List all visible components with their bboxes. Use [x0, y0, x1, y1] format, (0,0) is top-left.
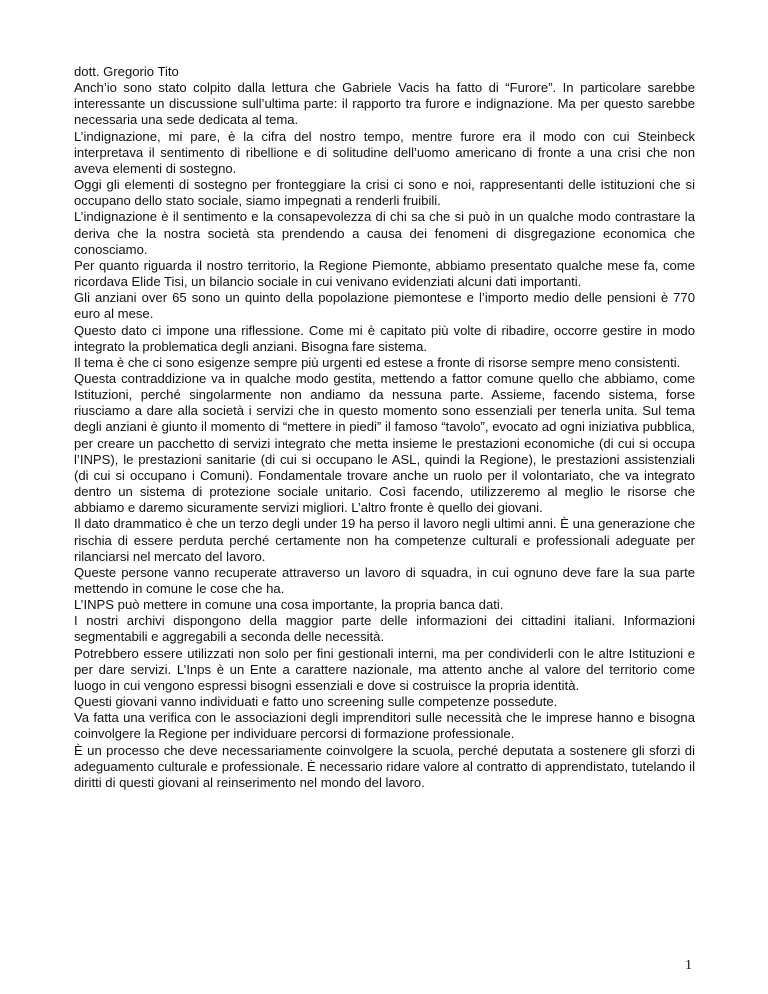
paragraph: Questi giovani vanno individuati e fatto uno screening sulle competenze possedute.	[74, 694, 558, 710]
paragraph: È un processo che deve necessariamente coinvolgere la scuola, perché deputata a sostenere gli sforzi di adeguamento culturale e professionale. È necessario ridare valore al contratto di apprendistato, tutelando il diritti di questi giovani al reinserimento nel mondo del lavoro.	[74, 742, 695, 790]
paragraph: L’indignazione è il sentimento e la consapevolezza di chi sa che si può in un qualche modo contrastare la deriva che la nostra società sta prendendo a causa dei fenomeni di disgregazione economica che conosciamo.	[74, 209, 695, 257]
paragraph: Potrebbero essere utilizzati non solo per fini gestionali interni, ma per condividerli con le altre Istituzioni e per dare servizi. L’Inps è un Ente a carattere nazionale, ma attento anche al valore del territorio come luogo in cui vengono espressi bisogni essenziali e dove si costruisce la propria identità.	[74, 645, 695, 693]
paragraph: Queste persone vanno recuperate attraverso un lavoro di squadra, in cui ognuno deve fare la sua parte mettendo in comune le cose che ha.	[74, 564, 695, 596]
paragraph: L’INPS può mettere in comune una cosa importante, la propria banca dati.	[74, 597, 504, 613]
paragraph: Va fatta una verifica con le associazioni degli imprenditori sulle necessità che le imprese hanno e bisogna coinvolgere la Regione per individuare percorsi di formazione professionale.	[74, 710, 695, 742]
paragraph: Il tema è che ci sono esigenze sempre più urgenti ed estese a fronte di risorse sempre meno consistenti.	[74, 354, 681, 370]
paragraph: Gli anziani over 65 sono un quinto della popolazione piemontese e l’importo medio delle pensioni è 770 euro al mese.	[74, 290, 695, 322]
paragraph: Questo dato ci impone una riflessione. Come mi è capitato più volte di ribadire, occorre gestire in modo integrato la problematica degli anziani. Bisogna fare sistema.	[74, 322, 695, 354]
author-line: dott. Gregorio Tito	[74, 64, 179, 79]
paragraph: Il dato drammatico è che un terzo degli under 19 ha perso il lavoro negli ultimi anni. È una generazione che rischia di essere perduta perché certamente non ha competenze culturali e professionali adeguate per rilanciarsi nel mercato del lavoro.	[74, 516, 695, 564]
paragraph: L’indignazione, mi pare, è la cifra del nostro tempo, mentre furore era il modo con cui Steinbeck interpretava il sentimento di ribellione e di solitudine dell’uomo americano di fronte a una crisi che non aveva elementi di sostegno.	[74, 128, 695, 176]
paragraph: Per quanto riguarda il nostro territorio, la Regione Piemonte, abbiamo presentato qualche mese fa, come ricordava Elide Tisi, un bilancio sociale in cui venivano evidenziati alcuni dati importanti.	[74, 257, 695, 290]
paragraph: Oggi gli elementi di sostegno per fronteggiare la crisi ci sono e noi, rappresentanti delle istituzioni che si occupano dello stato sociale, siamo impegnati a renderli fruibili.	[74, 177, 695, 209]
page-number: 1	[685, 958, 692, 973]
paragraph: Questa contraddizione va in qualche modo gestita, mettendo a fattor comune quello che abbiamo, come Istituzioni, perché singolarmente non andiamo da nessuna parte. Assieme, facendo sistema, forse riusciamo a dare alla società i servizi che in questo momento sono essenziali per tenerla unita. Sul tema degli anziani è giunto il momento di “mettere in piedi” il famoso “tavolo”, evocato ad ogni iniziativa pubblica, per creare un pacchetto di servizi integrato che metta insieme le prestazioni economiche (di cui si occupa l’INPS), le prestazioni sanitarie (di cui si occupano le ASL, quindi la Regione), le prestazioni assistenziali (di cui si occupano i Comuni). Fondamentale trovare anche un ruolo per il volontariato, che va integrato dentro un sistema di protezione sociale unitario. Così facendo, utilizzeremo al meglio le risorse che abbiamo e daremo sicuramente servizi migliori. L’altro fronte è quello dei giovani.	[74, 370, 695, 516]
paragraph: I nostri archivi dispongono della maggior parte delle informazioni dei cittadini italiani. Informazioni segmentabili e aggregabili a seconda delle necessità.	[74, 613, 695, 645]
paragraph: Anch’io sono stato colpito dalla lettura che Gabriele Vacis ha fatto di “Furore”. In particolare sarebbe interessante un discussione sull’ultima parte: il rapporto tra furore e indignazione. Ma per questo sarebbe necessaria una sede dedicata al tema.	[74, 80, 695, 128]
document-body	[74, 64, 695, 791]
